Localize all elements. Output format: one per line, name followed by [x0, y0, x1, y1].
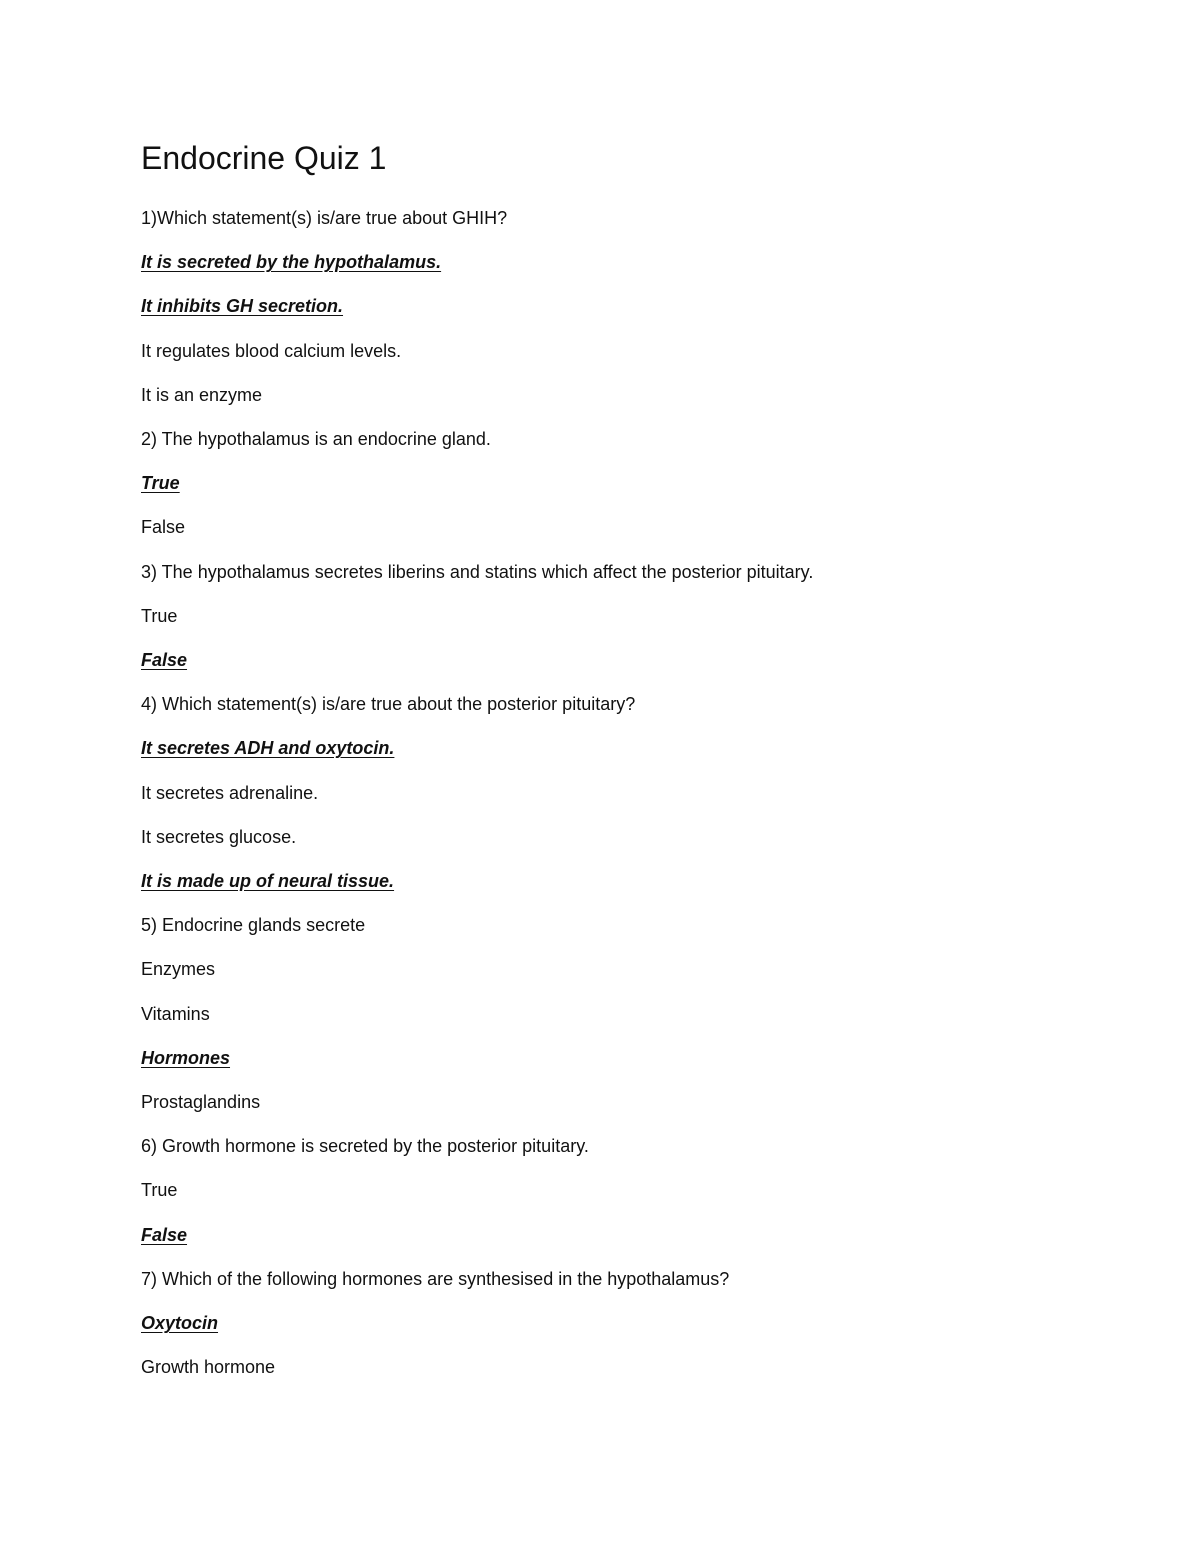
quiz-line: It is an enzyme	[141, 385, 263, 405]
quiz-line: It secretes adrenaline.	[141, 783, 319, 803]
quiz-line: 7) Which of the following hormones are synthesised in the hypothalamus?	[141, 1269, 730, 1289]
quiz-line: 3) The hypothalamus secretes liberins and statins which affect the posterior pituitary.	[141, 562, 814, 582]
page-title: Endocrine Quiz 1	[141, 140, 387, 176]
quiz-line: 2) The hypothalamus is an endocrine gland.	[141, 429, 491, 449]
quiz-line: Vitamins	[141, 1004, 210, 1024]
quiz-line: 6) Growth hormone is secreted by the posterior pituitary.	[141, 1136, 589, 1156]
quiz-line: False	[141, 517, 186, 537]
correct-answer-line: It is secreted by the hypothalamus.	[141, 252, 442, 272]
quiz-line: 5) Endocrine glands secrete	[141, 915, 366, 935]
correct-answer-line: Oxytocin	[141, 1313, 219, 1333]
correct-answer-line: False	[141, 650, 188, 670]
quiz-line: It secretes glucose.	[141, 827, 297, 847]
quiz-line: Enzymes	[141, 959, 216, 979]
quiz-line: 1)Which statement(s) is/are true about GHIH?	[141, 208, 508, 228]
quiz-line: Prostaglandins	[141, 1092, 261, 1112]
quiz-line: True	[141, 1180, 178, 1200]
quiz-line: Growth hormone	[141, 1357, 276, 1377]
quiz-line: True	[141, 606, 178, 626]
correct-answer-line: False	[141, 1225, 188, 1245]
correct-answer-line: Hormones	[141, 1048, 231, 1068]
correct-answer-line: It secretes ADH and oxytocin.	[141, 738, 395, 758]
correct-answer-line: It is made up of neural tissue.	[141, 871, 395, 891]
correct-answer-line: True	[141, 473, 180, 493]
quiz-line: It regulates blood calcium levels.	[141, 341, 402, 361]
correct-answer-line: It inhibits GH secretion.	[141, 296, 344, 316]
quiz-line: 4) Which statement(s) is/are true about the posterior pituitary?	[141, 694, 636, 714]
